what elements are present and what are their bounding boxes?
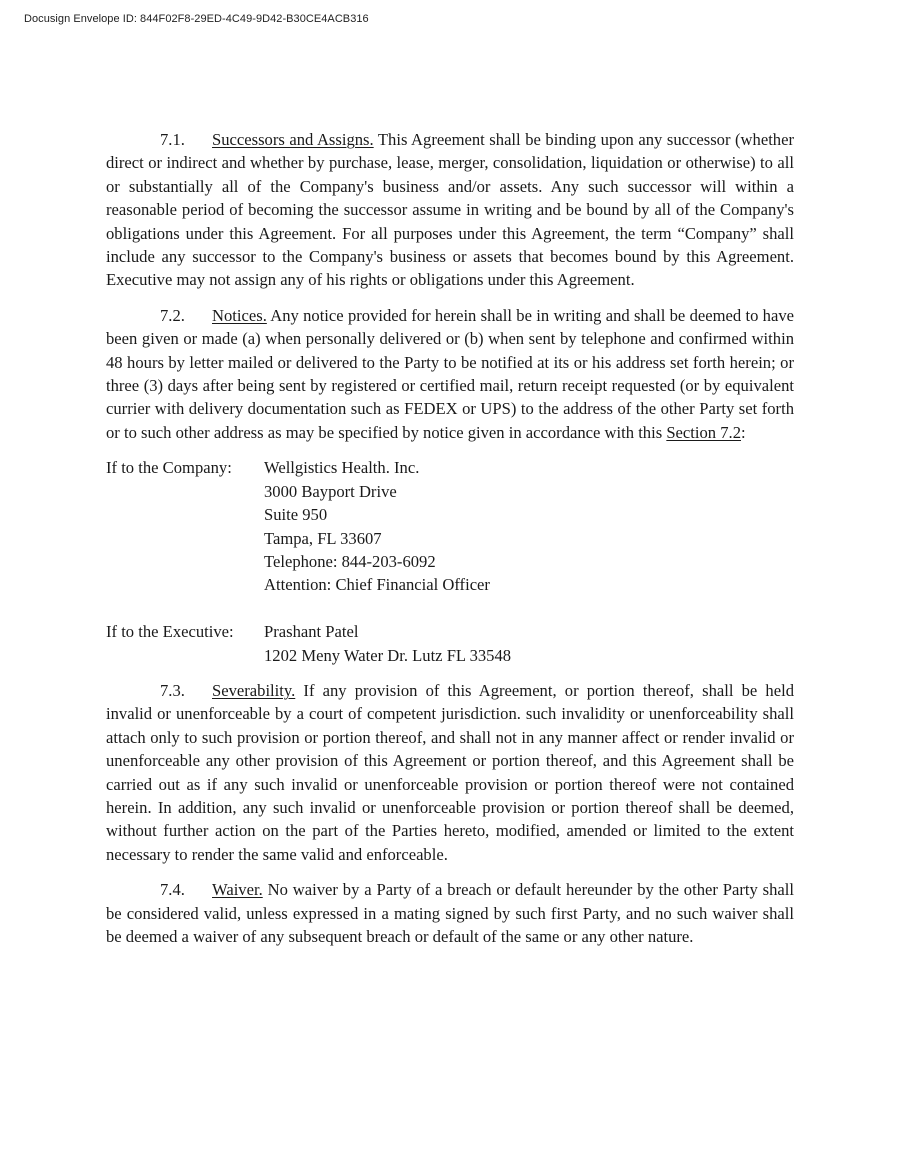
section-title: Severability. bbox=[212, 680, 296, 700]
section-7-1 bbox=[106, 128, 794, 292]
document-page bbox=[106, 128, 794, 960]
section-number: 7.4. bbox=[160, 880, 185, 900]
executive-address-block bbox=[106, 620, 794, 667]
company-attention: Attention: Chief Financial Officer bbox=[264, 575, 490, 595]
docusign-envelope-id: Docusign Envelope ID: 844F02F8-29ED-4C49-9D42-B30CE4ACB316 bbox=[24, 13, 369, 25]
company-address-lines bbox=[264, 456, 794, 596]
section-title: Notices. bbox=[212, 305, 267, 325]
section-7-4 bbox=[106, 878, 794, 948]
company-street: 3000 Bayport Drive bbox=[264, 481, 397, 501]
section-reference: Section 7.2 bbox=[666, 422, 741, 442]
company-address-block bbox=[106, 456, 794, 596]
section-title: Waiver. bbox=[212, 880, 263, 900]
executive-street: 1202 Meny Water Dr. Lutz FL 33548 bbox=[264, 645, 512, 665]
section-body: This Agreement shall be binding upon any successor (whether direct or indirect and whether by purchase, lease, merger, consolidation, liquidation or otherwise) to all or substantially all of the Company's business and/or assets. Any such successor will within a reasonable period of becoming the successor assume in writing and be bound by all of the Company's obligations under this Agreement. For all purposes under this Agreement, the term “Company” shall include any successor to the Company's business or assets that becomes bound by this Agreement. Executive may not assign any of his rights or obligations under this Agreement. bbox=[106, 130, 794, 290]
company-address-label: If to the Company: bbox=[106, 458, 232, 478]
executive-name: Prashant Patel bbox=[264, 622, 359, 642]
company-city: Tampa, FL 33607 bbox=[264, 528, 382, 548]
executive-address-lines bbox=[264, 620, 794, 667]
section-body-tail: : bbox=[741, 422, 746, 442]
company-name: Wellgistics Health. Inc. bbox=[264, 458, 420, 478]
section-number: 7.2. bbox=[160, 305, 185, 325]
section-body: Any notice provided for herein shall be in writing and shall be deemed to have been given or made (a) when personally delivered or (b) when sent by telephone and confirmed within 48 hours by letter mailed or delivered to the Party to be notified at its or his address set forth herein; or three (3) days after being sent by registered or certified mail, return receipt requested (or by equivalent currier with delivery documentation such as FEDEX or UPS) to the address of the other Party set forth or to such other address as may be specified by notice given in accordance with this bbox=[106, 305, 794, 442]
section-7-2 bbox=[106, 304, 794, 444]
section-number: 7.1. bbox=[160, 130, 185, 149]
executive-address-label: If to the Executive: bbox=[106, 622, 234, 642]
company-telephone: Telephone: 844-203-6092 bbox=[264, 551, 436, 571]
company-suite: Suite 950 bbox=[264, 505, 328, 525]
section-title: Successors and Assigns. bbox=[212, 130, 374, 149]
section-body: If any provision of this Agreement, or portion thereof, shall be held invalid or unenforceable by a court of competent jurisdiction. such invalidity or unenforceability shall attach only to such provision or portion thereof, and shall not in any manner affect or render invalid or unenforceable any other provision of this Agreement or portion thereof, and this Agreement shall be carried out as if any such invalid or unenforceable provision or portion thereof were not contained herein. In addition, any such invalid or unenforceable provision or portion thereof shall be deemed, without further action on the part of the Parties hereto, modified, amended or limited to the extent necessary to render the same valid and enforceable. bbox=[106, 680, 794, 864]
section-body: No waiver by a Party of a breach or default hereunder by the other Party shall be considered valid, unless expressed in a mating signed by such first Party, and no such waiver shall be deemed a waiver of any subsequent breach or default of the same or any other nature. bbox=[106, 880, 794, 946]
section-7-3 bbox=[106, 679, 794, 866]
section-number: 7.3. bbox=[160, 680, 185, 700]
